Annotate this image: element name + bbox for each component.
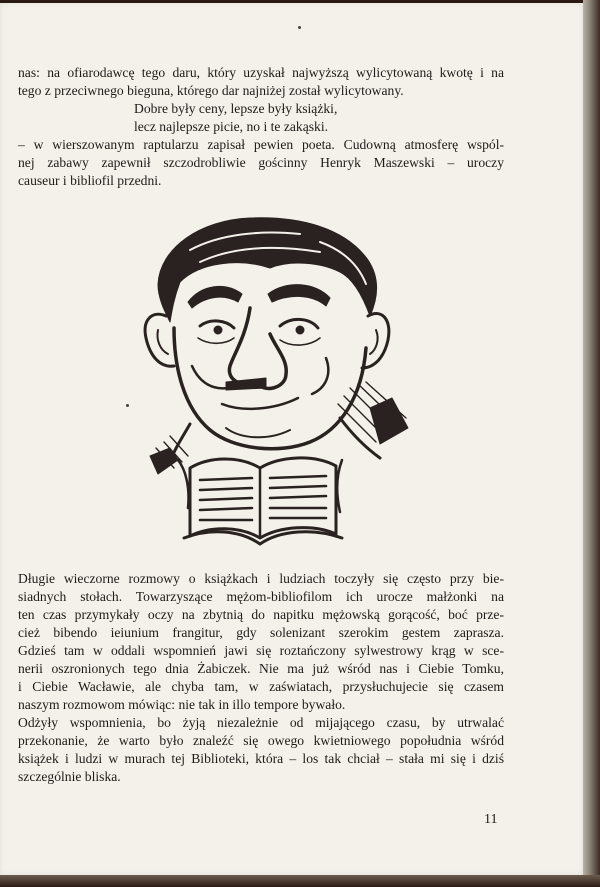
text-line: Gdzieś tam w oddali wspomnień jawi się roztańczony sylwestrowy krąg w sce- xyxy=(18,643,504,658)
bottom-text-block xyxy=(18,570,504,786)
text-line: naszym rozmowom mówiąc: nie tak in illo tempore bywało. xyxy=(18,697,346,712)
text-line: nas: na ofiarodawcę tego daru, który uzyskał najwyższą wylicytowaną kwotę i na xyxy=(18,65,504,80)
text-line: nerii oszronionych tego dnia Żabiczek. Nie ma już wśród nas i Ciebie Tomku, xyxy=(18,661,504,676)
text-line: nej zabawy zapewnił szczodrobliwie gościnny Henryk Maszewski – uroczy xyxy=(18,155,504,170)
verse-line: Dobre były ceny, lepsze były książki, xyxy=(134,101,338,116)
verse-line: lecz najlepsze picie, no i te zakąski. xyxy=(134,119,328,134)
text-line: przekonanie, że warto było znaleźć się owego kwietniowego popołudnia wśród xyxy=(18,733,504,748)
text-line: szczególnie bliska. xyxy=(18,769,121,784)
top-text-block xyxy=(18,64,504,190)
text-line: cież bibendo ieiunium frangitur, gdy solenizant szerokim gestem zaprasza. xyxy=(18,625,504,640)
text-line: causeur i bibliofil przedni. xyxy=(18,173,162,188)
text-line: siadnych stołach. Towarzyszące mężom-bibliofilom ich urocze małżonki na xyxy=(18,589,504,604)
page-edge xyxy=(583,0,600,887)
text-line: książek i ludzi w murach tej Biblioteki, która – los tak chciał – stała mi się i dziś xyxy=(18,751,504,766)
page-number: 11 xyxy=(484,812,498,827)
page-bottom-edge xyxy=(0,875,600,887)
text-line: tego z przeciwnego bieguna, którego dar najniżej został wylicytowany. xyxy=(18,83,404,98)
text-line: i Ciebie Wacławie, ale chyba tam, w zaświatach, przysłuchujecie się czasem xyxy=(18,679,504,694)
paper-speck xyxy=(298,26,301,29)
caricature-illustration xyxy=(130,198,430,565)
text-line: – w wierszowanym raptularzu zapisał pewien poeta. Cudowną atmosferę wspól- xyxy=(18,137,504,152)
text-line: ten czas przymykały oczy na zbytnią do napitku mężowską gorącość, boć prze- xyxy=(18,607,504,622)
paper-speck xyxy=(126,404,129,407)
text-line: Odżyły wspomnienia, bo żyją niezależnie od mijającego czasu, by utrwalać xyxy=(18,715,504,730)
text-line: Długie wieczorne rozmowy o książkach i ludziach toczyły się często przy bie- xyxy=(18,571,504,586)
